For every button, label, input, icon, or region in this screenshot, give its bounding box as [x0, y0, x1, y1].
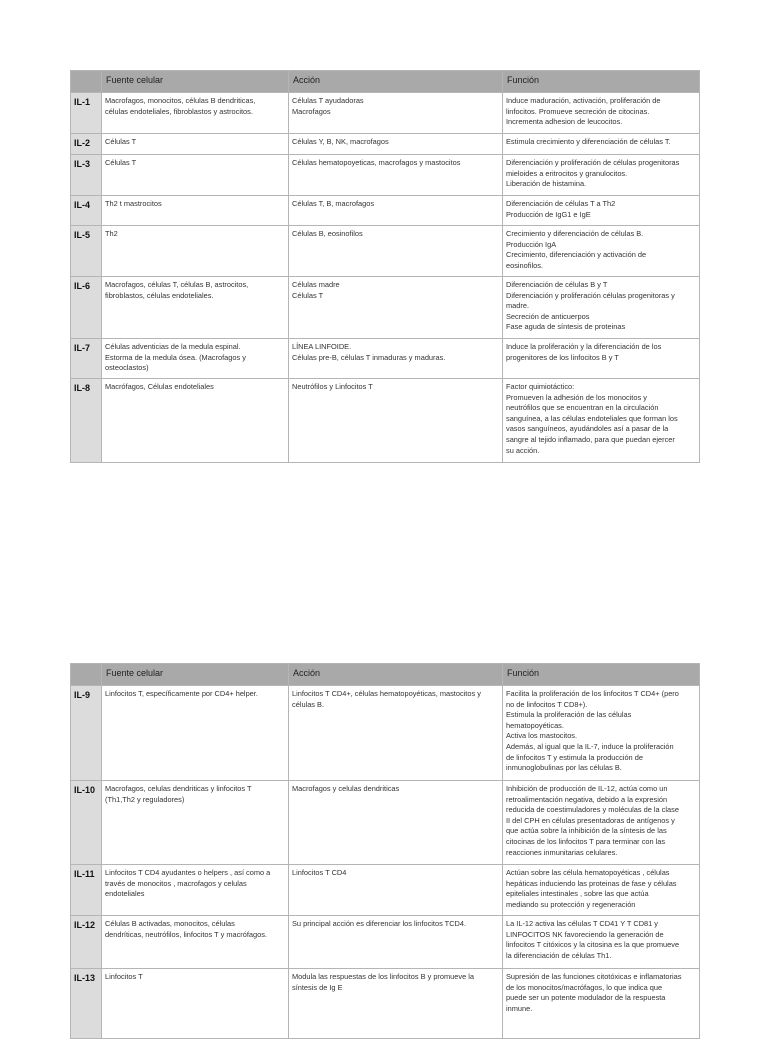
- funcion-text: Inhibición de producción de IL-12, actúa como un retroalimentación negativa, debido a la expresión reducida de coestimuladores y moléculas de la clase II del CPH en células presentadoras de antígenos y que actúa sobre la inhibición de la síntesis de las citocinas de los linfocitos T para terminar con las reacciones inmunitarias celulares.: [506, 784, 679, 857]
- accion-cell: [289, 134, 503, 155]
- accion-text: Células hematopoyeticas, macrofagos y mastocitos: [292, 158, 461, 167]
- fuente-text: Macrofagos, monocitos, células B dendriticas, células endoteliales, fibroblastos y astrocitos.: [105, 96, 256, 116]
- fuente-cell: [102, 93, 289, 134]
- fuente-cell: [102, 916, 289, 969]
- fuente-text: Macrofagos, celulas dendriticas y linfocitos T (Th1,Th2 y reguladores): [105, 784, 252, 804]
- accion-cell: [289, 781, 503, 865]
- header-funcion: Función: [503, 71, 700, 93]
- interleukin-label: IL-5: [71, 226, 102, 277]
- funcion-text: Diferenciación de células T a Th2 Producción de IgG1 e IgE: [506, 199, 616, 219]
- table-row: [71, 339, 700, 379]
- funcion-cell: [503, 781, 700, 865]
- accion-cell: [289, 339, 503, 379]
- table-row: [71, 277, 700, 339]
- fuente-cell: [102, 226, 289, 277]
- header-il: [71, 664, 102, 686]
- funcion-cell: [503, 196, 700, 226]
- funcion-cell: [503, 686, 700, 781]
- fuente-text: Th2: [105, 229, 118, 238]
- table-row: [71, 196, 700, 226]
- interleukin-label: IL-6: [71, 277, 102, 339]
- accion-cell: [289, 379, 503, 463]
- funcion-cell: [503, 339, 700, 379]
- funcion-text: La IL-12 activa las células T CD41 Y T CD81 y LINFOCITOS NK favoreciendo la generación de linfocitos T citóxicos y la citosina es la que promueve la diferenciación de células Th1.: [506, 919, 680, 960]
- funcion-text: Induce maduración, activación, proliferación de linfocitos. Promueve secreción de citocinas. Incrementa adhesion de leucocitos.: [506, 96, 661, 127]
- funcion-text: Supresión de las funciones citotóxicas e inflamatorias de los monocitos/macrófagos, lo que indica que puede ser un potente modulador de la respuesta inmune.: [506, 972, 682, 1013]
- table-row: [71, 93, 700, 134]
- funcion-cell: [503, 226, 700, 277]
- interleukin-label: IL-11: [71, 865, 102, 916]
- accion-text: Células T ayudadoras Macrofagos: [292, 96, 364, 116]
- fuente-cell: [102, 781, 289, 865]
- accion-text: Células madre Células T: [292, 280, 340, 300]
- table-row: [71, 916, 700, 969]
- accion-text: LÍNEA LINFOIDE. Células pre-B, células T inmaduras y maduras.: [292, 342, 446, 362]
- funcion-text: Diferenciación y proliferación de células progenitoras mieloides a eritrocitos y granulocitos. Liberación de histamina.: [506, 158, 680, 189]
- accion-cell: [289, 969, 503, 1039]
- funcion-cell: [503, 134, 700, 155]
- accion-text: Células T, B, macrofagos: [292, 199, 375, 208]
- fuente-text: Linfocitos T CD4 ayudantes o helpers , así como a través de monocitos , macrofagos y celulas endoteliales: [105, 868, 271, 899]
- table-row: [71, 155, 700, 196]
- funcion-text: Actúan sobre las célula hematopoyéticas , células hepáticas induciendo las proteinas de fase y células epiteliales intestinales , sobre las que actúa mediando su protección y regeneración: [506, 868, 677, 909]
- fuente-cell: [102, 865, 289, 916]
- fuente-text: Linfocitos T: [105, 972, 143, 981]
- fuente-text: Linfocitos T, específicamente por CD4+ helper.: [105, 689, 258, 698]
- interleukin-label: IL-12: [71, 916, 102, 969]
- interleukin-label: IL-3: [71, 155, 102, 196]
- header-accion: Acción: [289, 664, 503, 686]
- fuente-text: Células adventicias de la medula espinal. Estorma de la medula ósea. (Macrofagos y osteoclastos): [105, 342, 246, 373]
- fuente-text: Th2 t mastrocitos: [105, 199, 162, 208]
- funcion-cell: [503, 93, 700, 134]
- accion-text: Macrofagos y celulas dendriticas: [292, 784, 400, 793]
- fuente-cell: [102, 155, 289, 196]
- accion-text: Células Y, B, NK, macrofagos: [292, 137, 389, 146]
- table-row: [71, 865, 700, 916]
- interleukin-label: IL-13: [71, 969, 102, 1039]
- funcion-text: Factor quimiotáctico: Promueven la adhesión de los monocitos y neutrófilos que se encuentran en la circulación sanguínea, a las células endoteliales que forman los vasos sanguíneos, ayudándoles así a pasar de la sangre al tejido inflamado, para que puedan ejercer su acción.: [506, 382, 678, 455]
- fuente-cell: [102, 969, 289, 1039]
- accion-text: Modula las respuestas de los linfocitos B y promueve la síntesis de Ig E: [292, 972, 474, 992]
- interleukin-label: IL-1: [71, 93, 102, 134]
- fuente-cell: [102, 379, 289, 463]
- accion-text: Linfocitos T CD4: [292, 868, 347, 877]
- funcion-cell: [503, 379, 700, 463]
- accion-cell: [289, 916, 503, 969]
- interleukin-table-1: [70, 70, 700, 463]
- fuente-text: Células B activadas, monocitos, células dendríticas, neutrófilos, linfocitos T y macrófagos.: [105, 919, 267, 939]
- header-fuente-celular: Fuente celular: [102, 71, 289, 93]
- fuente-text: Células T: [105, 137, 137, 146]
- fuente-cell: [102, 134, 289, 155]
- funcion-text: Facilita la proliferación de los linfocitos T CD4+ (pero no de linfocitos T CD8+). Estimula la proliferación de las células hematopoyéticas. Activa los mastocitos. Además, al igual que la IL-7, induce la proliferación de linfocitos T y estimula la producción de inmunoglobulinas por las células B.: [506, 689, 679, 773]
- header-funcion: Función: [503, 664, 700, 686]
- header-fuente-celular: Fuente celular: [102, 664, 289, 686]
- header-accion: Acción: [289, 71, 503, 93]
- table-header-row: [71, 664, 700, 686]
- fuente-text: Células T: [105, 158, 137, 167]
- accion-cell: [289, 93, 503, 134]
- interleukin-table-2: [70, 663, 700, 1039]
- fuente-cell: [102, 339, 289, 379]
- funcion-text: Crecimiento y diferenciación de células B. Producción IgA Crecimiento, diferenciación y activación de eosinofilos.: [506, 229, 647, 270]
- accion-text: Su principal acción es diferenciar los linfocitos TCD4.: [292, 919, 467, 928]
- interleukin-label: IL-9: [71, 686, 102, 781]
- table-row: [71, 134, 700, 155]
- fuente-text: Macrofagos, células T, células B, astrocitos, fibroblastos, células endoteliales.: [105, 280, 249, 300]
- interleukin-label: IL-8: [71, 379, 102, 463]
- accion-cell: [289, 277, 503, 339]
- table-row: [71, 969, 700, 1039]
- accion-text: Neutrófilos y Linfocitos T: [292, 382, 373, 391]
- interleukin-label: IL-10: [71, 781, 102, 865]
- funcion-text: Induce la proliferación y la diferenciación de los progenitores de los linfocitos B y T: [506, 342, 662, 362]
- fuente-cell: [102, 277, 289, 339]
- table-row: [71, 226, 700, 277]
- accion-cell: [289, 865, 503, 916]
- fuente-cell: [102, 196, 289, 226]
- header-il: [71, 71, 102, 93]
- accion-cell: [289, 686, 503, 781]
- funcion-text: Estimula crecimiento y diferenciación de células T.: [506, 137, 671, 146]
- accion-text: Células B, eosinofilos: [292, 229, 363, 238]
- funcion-cell: [503, 865, 700, 916]
- accion-cell: [289, 196, 503, 226]
- table-row: [71, 379, 700, 463]
- funcion-cell: [503, 969, 700, 1039]
- accion-text: Linfocitos T CD4+, células hematopoyéticas, mastocitos y células B.: [292, 689, 481, 709]
- funcion-text: Diferenciación de células B y T Diferenciación y proliferación células progenitoras y madre. Secreción de anticuerpos Fase aguda de síntesis de proteinas: [506, 280, 675, 332]
- interleukin-label: IL-2: [71, 134, 102, 155]
- table-row: [71, 781, 700, 865]
- funcion-cell: [503, 155, 700, 196]
- fuente-cell: [102, 686, 289, 781]
- table-header-row: [71, 71, 700, 93]
- table-row: [71, 686, 700, 781]
- interleukin-label: IL-7: [71, 339, 102, 379]
- funcion-cell: [503, 277, 700, 339]
- funcion-cell: [503, 916, 700, 969]
- interleukin-label: IL-4: [71, 196, 102, 226]
- accion-cell: [289, 226, 503, 277]
- fuente-text: Macrófagos, Células endoteliales: [105, 382, 214, 391]
- accion-cell: [289, 155, 503, 196]
